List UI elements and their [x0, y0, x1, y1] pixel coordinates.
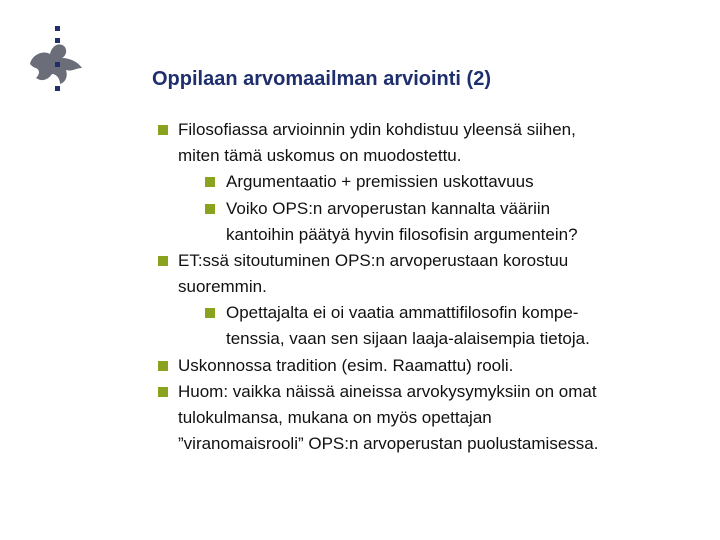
bullet-item [178, 353, 513, 379]
bullet-text-line: Argumentaatio + premissien uskottavuus [226, 172, 534, 192]
logo-dot-2 [55, 38, 60, 43]
sub-bullet-item [226, 169, 534, 195]
bullet-text-line: ET:ssä sitoutuminen OPS:n arvoperustaan korostuu [178, 251, 569, 270]
bullet-text-line: ”viranomaisrooli” OPS:n arvoperustan puolustamisessa. [178, 434, 599, 453]
slide-title: Oppilaan arvomaailman arviointi (2) [152, 68, 491, 90]
bullet-square-icon [158, 361, 168, 371]
sub-bullet-item [226, 300, 590, 352]
bullet-text-line: miten tämä uskomus on muodostettu. [178, 146, 462, 165]
bullet-text-line: tulokulmansa, mukana on myös opettajan [178, 408, 492, 427]
university-logo-icon [22, 24, 88, 96]
bullet-text-line: Uskonnossa tradition (esim. Raamattu) rooli. [178, 355, 514, 375]
bullet-text-line: Huom: vaikka näissä aineissa arvokysymyksiin on omat [178, 382, 597, 401]
bullet-square-icon [158, 387, 168, 397]
bullet-text-line: kantoihin päätyä hyvin filosofisin argumentein? [226, 224, 578, 244]
bullet-square-icon [158, 125, 168, 135]
bullet-square-icon [205, 177, 215, 187]
logo-dot-4 [55, 86, 60, 91]
bullet-square-icon [158, 256, 168, 266]
bullet-square-icon [205, 204, 215, 214]
bullet-item [178, 248, 568, 300]
bullet-text-line: Voiko OPS:n arvoperustan kannalta vääriin [226, 198, 551, 218]
logo-dot-3 [55, 62, 60, 67]
bullet-text-line: suoremmin. [178, 277, 267, 296]
bullet-text-line: Opettajalta ei oi vaatia ammattifilosofin kompe- [226, 303, 579, 323]
bullet-item [178, 117, 576, 169]
logo-dot-1 [55, 26, 60, 31]
bullet-item [178, 379, 598, 457]
sub-bullet-item [226, 196, 578, 248]
bullet-square-icon [205, 308, 215, 318]
bullet-text-line: Filosofiassa arvioinnin ydin kohdistuu yleensä siihen, [178, 120, 576, 139]
bullet-text-line: tenssia, vaan sen sijaan laaja-alaisempia tietoja. [226, 329, 590, 349]
